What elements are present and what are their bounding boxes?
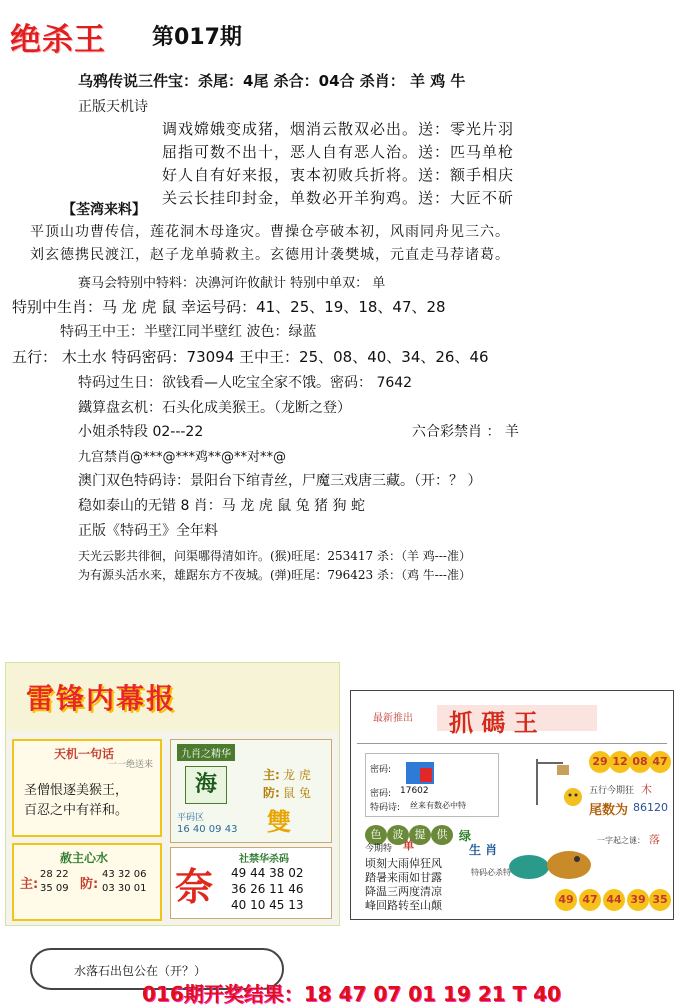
tianji-title: 天机一句话 xyxy=(54,747,115,761)
zhuama-poem-line: 踏暑来雨如甘露 xyxy=(365,871,442,884)
shengxiao: 生 肖 xyxy=(469,843,498,857)
bottom-ball: 49 xyxy=(555,889,577,911)
shejin-row: 49 44 38 02 xyxy=(231,866,304,880)
zhu-label: 主: xyxy=(263,768,280,782)
taishan-line: 稳如泰山的无错 8 肖：马 龙 虎 鼠 兔 猪 狗 蛇 xyxy=(78,498,365,514)
shuang-char: 雙 xyxy=(267,808,291,836)
jiuxiao-title: 九肖之精华 xyxy=(177,744,235,761)
zhu-value: 龙 虎 xyxy=(283,768,311,782)
yijuhua-label: 一字起之谜： xyxy=(597,836,645,845)
miss-line: 小姐杀特段 02---22 xyxy=(78,424,204,440)
prose-line: 平顶山功曹传信，莲花洞木母逢灾。曹操仓亭破本初，风雨同舟见三六。 xyxy=(30,224,510,240)
color-chip: 色 xyxy=(365,825,387,845)
heart-zhu-val: 35 09 xyxy=(40,883,69,894)
logo-icon-red xyxy=(420,768,432,782)
poem-title: 正版天机诗 xyxy=(78,99,148,115)
pingma-label: 平码区 xyxy=(177,813,205,823)
macau-line: 澳门双色特码诗：景阳台下绾青丝，尸魔三戏唐三藏。（开：？ ） xyxy=(78,473,482,489)
tianji-box xyxy=(12,739,162,837)
source-title: 【荃湾来料】 xyxy=(62,202,146,218)
wuhang-label: 五行今期狂 xyxy=(589,786,635,796)
tianji-line: 百忍之中有祥和。 xyxy=(24,803,129,818)
race-line: 赛马会特别中特料：决濞河许攸献计 特别中单双： 单 xyxy=(78,276,386,291)
yijuhua-val: 落 xyxy=(649,833,660,846)
pingma-row: 16 40 09 43 xyxy=(177,824,238,835)
fang-label: 防: xyxy=(263,786,280,800)
birthday-line: 特码过生日：欲钱看—人吃宝全家不饿。密码： 7642 xyxy=(78,375,413,391)
bottom-ball: 47 xyxy=(579,889,601,911)
bottom-ball: 39 xyxy=(627,889,649,911)
big-char: 奈 xyxy=(175,865,214,909)
weishu-val: 86120 xyxy=(633,801,668,814)
annual-title: 正版《特码王》全年料 xyxy=(78,523,218,539)
hai-char: 海 xyxy=(185,766,227,804)
liuhe-line: 六合彩禁肖 ： 羊 xyxy=(412,424,519,440)
poem-line: 关云长挂印封金，单数必开羊狗鸡。送：大匠不斫 xyxy=(162,189,515,207)
bottom-ball: 35 xyxy=(649,889,671,911)
top-ball: 12 xyxy=(609,751,631,773)
heart-box xyxy=(12,843,162,921)
jinqi-label: 今期特 xyxy=(365,844,393,854)
ad-leifeng-title: 雷锋内幕报 xyxy=(26,682,177,715)
mima-value: 17602 xyxy=(400,786,429,796)
poem-label: 特码诗: xyxy=(370,803,401,813)
period-title: 第017期 xyxy=(152,25,242,50)
dragon-illustration xyxy=(507,841,597,887)
top-ball: 08 xyxy=(629,751,651,773)
top-ball: 47 xyxy=(649,751,671,773)
annual-line: 天光云影共徘徊，问渠哪得清如许。(猴)旺尾：253417 杀：（羊 鸡---准） xyxy=(78,549,471,563)
poem-line: 屈指可数不出十，恶人自有恶人治。送：匹马单枪 xyxy=(162,143,515,161)
draw-result: 016期开奖结果：18 47 07 01 19 21 T 40 xyxy=(142,982,561,1006)
wuxing-line: 五行： 木土水 特码密码：73094 王中王：25、08、40、34、26、46 xyxy=(12,348,489,366)
poem-line: 好人自有好来报，衷本初败兵折将。送：额手相庆 xyxy=(162,166,515,184)
zhuama-title: 抓 碼 王 xyxy=(449,708,538,737)
shejin-title: 社禁华杀码 xyxy=(239,854,289,865)
color-chip: 提 xyxy=(409,825,431,845)
zhuama-poem-line: 降温三两度清凉 xyxy=(365,885,442,898)
fang-value: 鼠 兔 xyxy=(283,786,311,800)
tianji-sub: 一一绝送来 xyxy=(108,760,154,770)
heart-title: 赦主心水 xyxy=(60,851,109,865)
mima-box xyxy=(365,753,499,817)
heart-fang-val: 03 30 01 xyxy=(102,883,147,894)
king-line: 特码王中王：半壁江同半壁红 波色：绿蓝 xyxy=(60,324,317,340)
crow-line: 乌鸦传说三件宝：杀尾：4尾 杀合：04合 杀肖： 羊 鸡 牛 xyxy=(78,72,466,90)
annual-line: 为有源头活水来，雄踞东方不夜城。(弹)旺尾：796423 杀：（鸡 牛---准） xyxy=(78,568,471,582)
heart-fang-val: 43 32 06 xyxy=(102,869,147,880)
lamp-illustration xyxy=(523,755,583,809)
jiuxiao-box xyxy=(170,739,332,843)
zhuama-poem-line: 峰回路转至山颠 xyxy=(365,899,442,912)
color-val: 绿 xyxy=(459,829,472,843)
shejin-box xyxy=(170,847,332,919)
heart-zhu-val: 28 22 xyxy=(40,869,69,880)
wuhang-val: 木 xyxy=(641,783,652,796)
poem-line: 调戏嫦娥变成猪，烟消云散双必出。送：零光片羽 xyxy=(162,120,515,138)
prose-line: 刘玄德携民渡江，赵子龙单骑救主。玄德用计袭樊城，元直走马荐诸葛。 xyxy=(30,247,510,263)
ad-leifeng xyxy=(5,662,340,926)
shengxiao-sub: 特码必杀特 xyxy=(471,868,511,877)
top-ball: 29 xyxy=(589,751,611,773)
zodiac-line: 特别中生肖：马 龙 虎 鼠 幸运号码：41、25、19、18、47、28 xyxy=(12,298,446,316)
tianji-line: 圣僧恨逐美猴王， xyxy=(24,783,129,798)
jiugong-line: 九宫禁肖@***@***鸡**@**对**@ xyxy=(78,450,287,465)
color-chip: 波 xyxy=(387,825,409,845)
new-label: 最新推出 xyxy=(373,713,413,724)
cloud-text: 水落石出包公在（开？） xyxy=(74,964,207,978)
ad-zhuama xyxy=(350,690,674,920)
weishu-label: 尾数为 xyxy=(589,803,629,818)
abacus-line: 鐵算盘玄机：石头化成美猴王。（龙断之登） xyxy=(78,400,351,416)
logo: 绝杀王 xyxy=(10,22,106,58)
bottom-ball: 44 xyxy=(603,889,625,911)
color-chip: 供 xyxy=(431,825,453,845)
mima-label: 密码: xyxy=(370,765,392,775)
zhuama-poem-line: 顷刻大雨倬狂风 xyxy=(365,857,442,870)
shejin-row: 40 10 45 13 xyxy=(231,898,304,912)
heart-fang-label: 防: xyxy=(80,877,99,892)
poem-value: 丝来有数必中特 xyxy=(410,801,466,810)
jinqi-val: 单 xyxy=(403,839,414,852)
shejin-row: 36 26 11 46 xyxy=(231,882,304,896)
mima-label2: 密码: xyxy=(370,789,392,799)
heart-zhu-label: 主: xyxy=(20,877,39,892)
